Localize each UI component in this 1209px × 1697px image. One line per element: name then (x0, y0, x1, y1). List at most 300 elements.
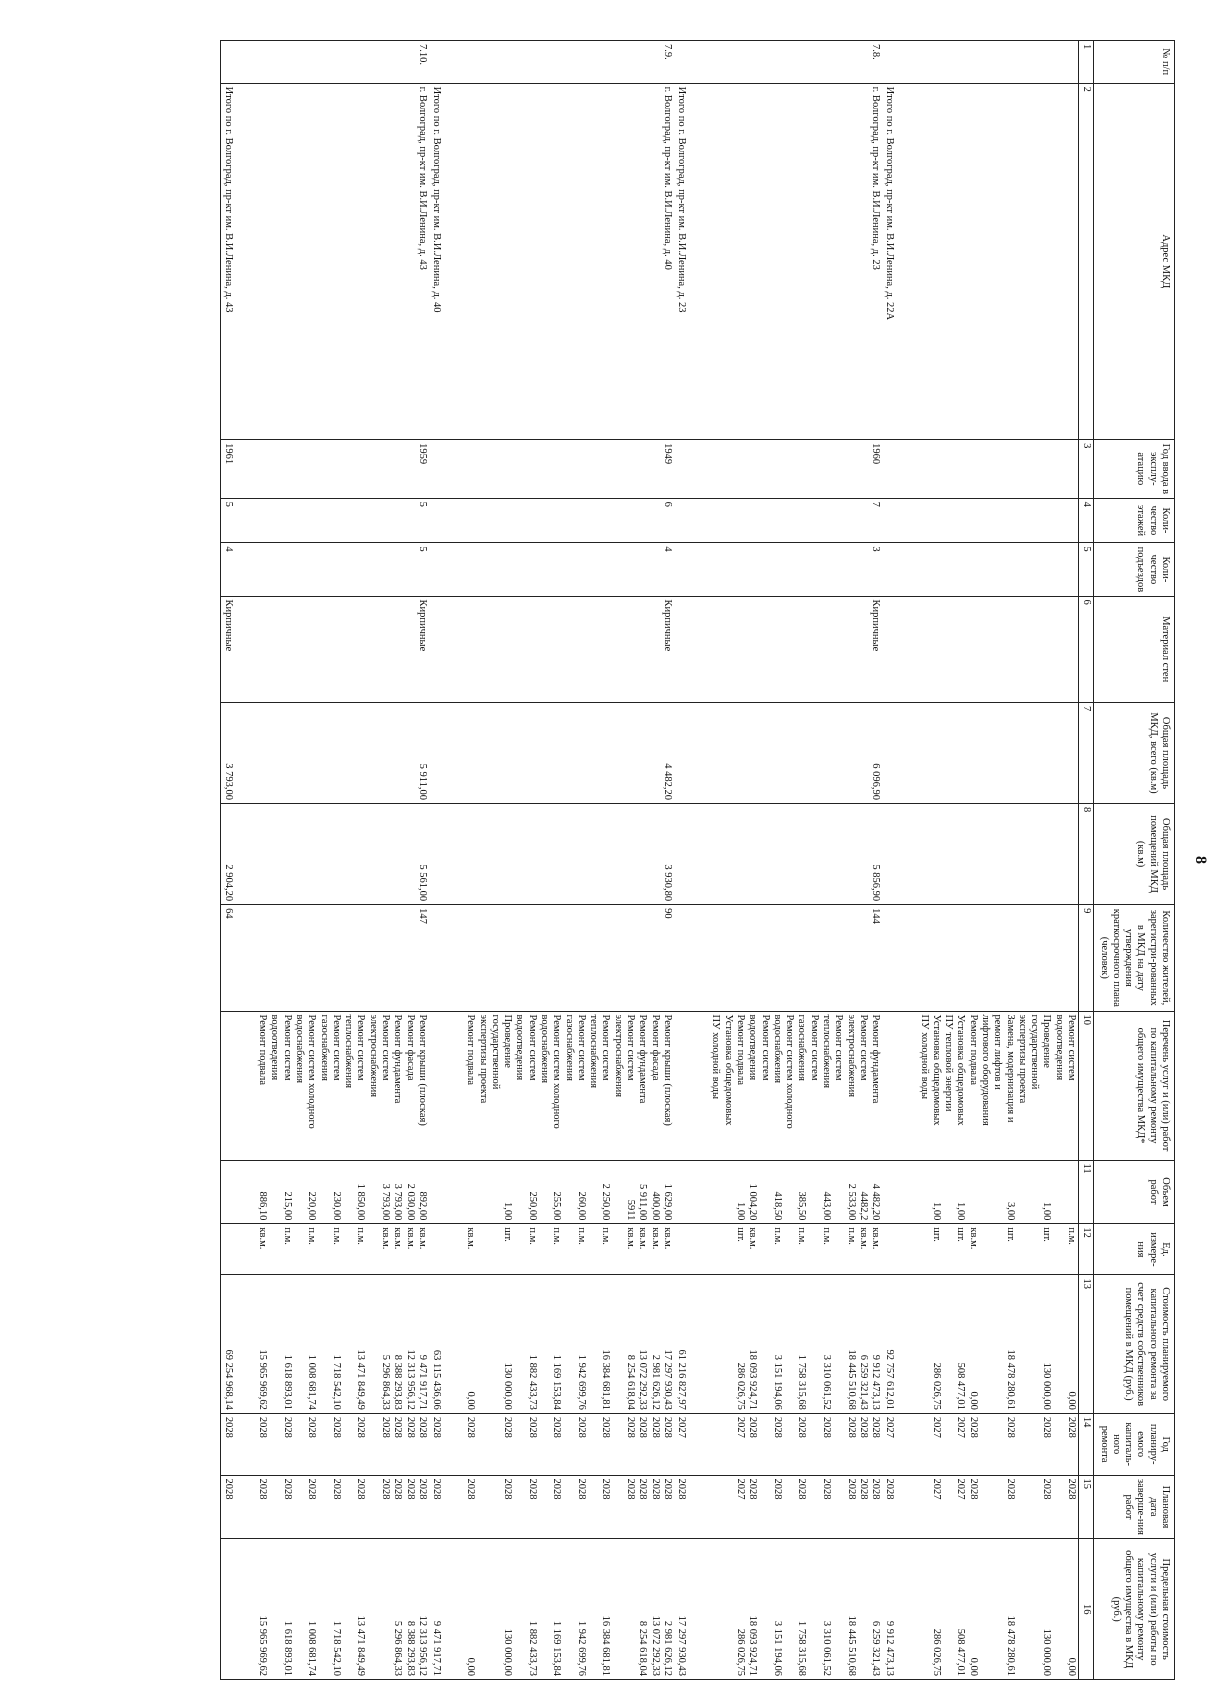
line-limit (513, 1542, 525, 1676)
line-vol: 3,00 (1004, 1202, 1016, 1221)
line-cost: 1 758 315,68 (796, 1354, 808, 1410)
line-y1 (991, 1417, 1003, 1472)
line-y2 (1052, 1479, 1064, 1536)
line-cost: 61 216 827,97 (676, 1349, 688, 1410)
line-limit: 18 445 510,68 (845, 1615, 857, 1676)
line-unit (832, 1227, 844, 1271)
line-limit (758, 1542, 770, 1676)
spacer-cell (688, 83, 708, 440)
line-y1: 2028 (306, 1416, 318, 1438)
line-works: Ремонт систем (808, 1014, 820, 1081)
line-cost: 1 169 153,84 (551, 1354, 563, 1410)
cell-mat (916, 596, 1078, 702)
line-unit: кв.м. (637, 1227, 649, 1250)
line-unit: п.м. (1066, 1227, 1078, 1245)
line-cost: 3 151 194,06 (771, 1354, 783, 1410)
line-cost: 1 718 542,10 (330, 1354, 342, 1410)
line-y1: 2028 (404, 1416, 416, 1438)
line-limit (489, 1542, 501, 1676)
line-y2: 2028 (502, 1478, 514, 1500)
line-y1: 2027 (930, 1416, 942, 1438)
cell-area: 4 482,20 (463, 702, 674, 803)
line-works: Ремонт крыши (плоская) (661, 1014, 673, 1126)
line-limit: 8 254 618,04 (637, 1620, 649, 1676)
line-y1: 2027 (955, 1416, 967, 1438)
spacer-row (443, 41, 463, 1680)
cell-addr: Итого по г. Волгоград, пр-кт им. В.И.Ленина, д. 22А (882, 83, 896, 440)
line-y1: 2028 (771, 1416, 783, 1438)
line-y2 (758, 1479, 770, 1536)
line-works: Ремонт систем (857, 1014, 869, 1081)
spacer-cell (443, 83, 463, 440)
line-y2: 2028 (661, 1478, 673, 1500)
line-vol (1016, 1164, 1028, 1221)
header-row (1094, 41, 1175, 1680)
line-cost (783, 1278, 795, 1409)
line-unit: п.м. (771, 1227, 783, 1245)
line-y1 (807, 1417, 819, 1472)
line-unit: кв.м. (857, 1227, 869, 1250)
line-y2: 2028 (257, 1478, 269, 1500)
line-unit: кв.м. (416, 1227, 428, 1250)
spacer-cell (235, 1475, 255, 1539)
line-limit: 13 471 849,49 (355, 1615, 367, 1676)
line-unit: п.м. (820, 1227, 832, 1245)
cell-unit (463, 1224, 674, 1275)
line-works: Ремонт систем (759, 1014, 771, 1081)
line-vol (366, 1164, 378, 1221)
line-limit: 2 981 626,12 (661, 1620, 673, 1676)
spacer-cell (688, 1413, 708, 1475)
line-unit (1052, 1227, 1064, 1271)
cell-works (916, 1011, 1078, 1160)
cell-mat (882, 596, 896, 702)
line-unit: п.м. (281, 1227, 293, 1245)
line-cost (721, 1278, 733, 1409)
line-limit (807, 1542, 819, 1676)
line-y2 (366, 1479, 378, 1536)
table-body (220, 41, 1078, 1680)
spacer-cell (235, 1413, 255, 1475)
line-y1: 2028 (1066, 1416, 1078, 1438)
cell-works (463, 1011, 674, 1160)
spacer-cell (896, 702, 916, 803)
column-number: 8 (1079, 804, 1094, 905)
line-y2: 2028 (465, 1478, 477, 1500)
spacer-cell (896, 1539, 916, 1680)
line-vol: 1 850,00 (355, 1183, 367, 1221)
spacer-cell (896, 543, 916, 596)
spacer-cell (896, 905, 916, 1011)
cell-living (916, 804, 1078, 905)
line-works: Ремонт систем холодного (551, 1014, 563, 1129)
line-unit (293, 1227, 305, 1271)
column-number: 16 (1079, 1539, 1094, 1680)
line-cost: 1 008 681,74 (306, 1354, 318, 1410)
line-unit (538, 1227, 550, 1271)
line-limit: 1 942 699,76 (575, 1620, 587, 1676)
cell-year: 1961 (220, 440, 235, 499)
cell-mat: Кирпичные (463, 596, 674, 702)
line-y2: 2028 (575, 1478, 587, 1500)
line-unit (783, 1227, 795, 1271)
cell-works (220, 1011, 235, 1160)
line-limit (624, 1542, 636, 1676)
cell-area: 6 096,90 (708, 702, 882, 803)
line-vol: 1 004,20 (747, 1183, 759, 1221)
line-y1: 2028 (355, 1416, 367, 1438)
line-works: Ремонт фасада (404, 1014, 416, 1081)
cell-living: 5 561,00 (255, 804, 429, 905)
cell-limit (708, 1539, 882, 1680)
header-cell: Объем работ (1094, 1160, 1175, 1224)
cell-year: 1960 (708, 440, 882, 499)
line-works: электроснабжения (845, 1014, 857, 1098)
line-vol: 892,00 (416, 1191, 428, 1221)
cell-mat: Кирпичные (255, 596, 429, 702)
line-y2: 2028 (281, 1478, 293, 1500)
cell-vol (220, 1160, 235, 1224)
line-y1: 2028 (600, 1416, 612, 1438)
line-y1: 2028 (1041, 1416, 1053, 1438)
cell-addr: г. Волгоград, пр-кт им. В.И.Ленина, д. 43 (255, 83, 429, 440)
line-unit: кв.м. (404, 1227, 416, 1250)
cell-y2 (882, 1475, 896, 1539)
spacer-cell (235, 702, 255, 803)
line-y2 (317, 1479, 329, 1536)
capital-repair-table (220, 40, 1175, 1680)
line-y2: 2027 (735, 1478, 746, 1500)
line-limit (709, 1542, 721, 1676)
line-vol (758, 1164, 770, 1221)
line-cost: 286 026,75 (930, 1362, 942, 1410)
line-y2: 2028 (431, 1478, 443, 1500)
line-vol: 385,50 (796, 1191, 808, 1221)
cell-people: 90 (463, 905, 674, 1011)
line-cost (342, 1278, 354, 1409)
line-works: теплоснабжения (820, 1014, 832, 1089)
line-unit: кв.м. (870, 1227, 882, 1250)
cell-entr (429, 543, 443, 596)
line-vol: 1,00 (955, 1202, 967, 1221)
line-cost: 13 072 292,33 (637, 1349, 649, 1410)
line-y2: 2028 (1041, 1478, 1053, 1500)
line-works: Ремонт систем холодного (306, 1014, 318, 1129)
table-row (220, 41, 235, 1680)
line-y2: 2028 (676, 1478, 688, 1500)
line-works: Ремонт систем (330, 1014, 342, 1081)
column-number: 14 (1079, 1413, 1094, 1475)
cell-year: 1949 (463, 440, 674, 499)
line-cost: 508 477,01 (955, 1362, 967, 1410)
line-y1: 2028 (330, 1416, 342, 1438)
spacer-cell (443, 804, 463, 905)
line-y2 (476, 1479, 488, 1536)
line-y1: 2028 (431, 1416, 443, 1438)
line-vol (293, 1164, 305, 1221)
cell-num (674, 41, 688, 84)
line-y1 (489, 1417, 501, 1472)
line-works: газоснабжения (796, 1014, 808, 1081)
spacer-cell (235, 83, 255, 440)
line-cost: 286 026,75 (735, 1362, 746, 1410)
column-number: 15 (1079, 1475, 1094, 1539)
line-works: ПУ тепловой энергии (943, 1014, 955, 1112)
line-vol (1052, 1164, 1064, 1221)
cell-people (882, 905, 896, 1011)
cell-people (429, 905, 443, 1011)
line-limit (611, 1542, 623, 1676)
line-y2: 2028 (1066, 1478, 1078, 1500)
line-cost: 13 471 849,49 (355, 1349, 367, 1410)
cell-floors: 5 (220, 498, 235, 543)
line-y2: 2028 (857, 1478, 869, 1500)
line-unit: шт. (735, 1227, 746, 1242)
line-y1 (758, 1417, 770, 1472)
line-works: Ремонт систем (625, 1014, 637, 1081)
cell-area (674, 702, 688, 803)
line-limit (562, 1542, 574, 1676)
line-cost (917, 1278, 929, 1409)
cell-unit (882, 1224, 896, 1275)
cell-vol (463, 1160, 674, 1224)
table-row (916, 41, 1078, 1680)
line-y1: 2028 (281, 1416, 293, 1438)
line-cost (807, 1278, 819, 1409)
line-y2 (342, 1479, 354, 1536)
line-works: государственной (489, 1014, 501, 1090)
line-cost: 18 478 280,61 (1004, 1349, 1016, 1410)
line-works: Ремонт подвала (735, 1014, 746, 1086)
line-vol: 443,00 (820, 1191, 832, 1221)
line-works: Ремонт систем (281, 1014, 293, 1081)
column-number: 13 (1079, 1275, 1094, 1413)
line-y1: 2027 (884, 1416, 896, 1438)
line-vol (342, 1164, 354, 1221)
cell-entr: 4 (220, 543, 235, 596)
cell-num (916, 41, 1078, 84)
line-unit (342, 1227, 354, 1271)
line-limit: 15 965 969,62 (257, 1615, 269, 1676)
line-y1 (979, 1417, 991, 1472)
line-cost (476, 1278, 488, 1409)
line-cost: 9 912 473,13 (870, 1354, 882, 1410)
cell-unit (255, 1224, 429, 1275)
line-vol: 3 793,00 (379, 1183, 391, 1221)
spacer-cell (443, 41, 463, 84)
line-vol: 250,00 (526, 1191, 538, 1221)
cell-y1 (220, 1413, 235, 1475)
line-vol: 230,00 (330, 1191, 342, 1221)
rotated-table-container (45, 40, 1209, 1680)
line-cost: 5 296 864,33 (379, 1354, 391, 1410)
line-unit: п.м. (306, 1227, 318, 1245)
header-cell: Плановая дата заверше-ния работ (1094, 1475, 1175, 1539)
cell-y2 (463, 1475, 674, 1539)
line-cost (942, 1278, 954, 1409)
line-works: водоснабжения (539, 1014, 551, 1084)
line-works: газоснабжения (563, 1014, 575, 1081)
spacer-cell (688, 804, 708, 905)
line-vol (476, 1164, 488, 1221)
line-cost (317, 1278, 329, 1409)
line-y1: 2028 (502, 1416, 514, 1438)
line-limit: 1 169 153,84 (551, 1620, 563, 1676)
line-limit (1052, 1542, 1064, 1676)
line-y1: 2028 (870, 1416, 882, 1438)
line-works: Ремонт фасада (649, 1014, 661, 1081)
cell-year: 1959 (255, 440, 429, 499)
cell-works (882, 1011, 896, 1160)
cell-num (882, 41, 896, 84)
spacer-cell (443, 440, 463, 499)
cell-addr (916, 83, 1078, 440)
line-works: электроснабжения (612, 1014, 624, 1098)
line-y1 (917, 1417, 929, 1472)
line-unit (366, 1227, 378, 1271)
spacer-cell (235, 1275, 255, 1413)
line-y1: 2028 (416, 1416, 428, 1438)
line-y1: 2028 (1004, 1416, 1016, 1438)
line-y2 (587, 1479, 599, 1536)
line-unit: кв.м. (625, 1227, 637, 1250)
cell-area: 5 911,00 (255, 702, 429, 803)
line-works: лифтового оборудования (980, 1014, 992, 1126)
line-limit: 12 313 956,12 (416, 1615, 428, 1676)
line-y2 (513, 1479, 525, 1536)
line-works: экспертизы проекта (477, 1014, 489, 1104)
header-cell: № п/п (1094, 41, 1175, 84)
cell-vol (255, 1160, 429, 1224)
line-cost: 15 965 969,62 (257, 1349, 269, 1410)
spacer-row (688, 41, 708, 1680)
line-limit: 13 072 292,33 (649, 1615, 661, 1676)
line-limit (476, 1542, 488, 1676)
line-cost (991, 1278, 1003, 1409)
spacer-cell (443, 596, 463, 702)
line-y1 (476, 1417, 488, 1472)
spacer-cell (896, 804, 916, 905)
line-vol (807, 1164, 819, 1221)
spacer-cell (688, 1011, 708, 1160)
spacer-cell (443, 1475, 463, 1539)
spacer-cell (688, 1160, 708, 1224)
line-limit: 0,00 (967, 1657, 979, 1676)
line-unit (758, 1227, 770, 1271)
line-limit: 0,00 (465, 1657, 477, 1676)
cell-living: 5 856,90 (708, 804, 882, 905)
line-vol (991, 1164, 1003, 1221)
cell-area: 3 793,00 (220, 702, 235, 803)
line-cost (758, 1278, 770, 1409)
line-unit: шт. (1041, 1227, 1053, 1242)
spacer-cell (443, 1539, 463, 1680)
line-limit: 17 297 930,43 (676, 1615, 688, 1676)
line-unit (991, 1227, 1003, 1271)
line-y2 (832, 1479, 844, 1536)
line-y2 (942, 1479, 954, 1536)
table-row (674, 41, 688, 1680)
line-works: водоотведения (269, 1014, 281, 1081)
line-cost: 69 254 968,14 (222, 1349, 234, 1410)
line-y2 (293, 1479, 305, 1536)
line-vol: 1,00 (502, 1202, 514, 1221)
line-cost (1028, 1278, 1040, 1409)
spacer-cell (443, 1275, 463, 1413)
line-limit: 130 000,00 (502, 1628, 514, 1676)
line-vol: 418,50 (771, 1191, 783, 1221)
line-limit: 3 151 194,06 (771, 1620, 783, 1676)
header-cell: Общая площадь МКД, всего (кв.м) (1094, 702, 1175, 803)
cell-y1 (882, 1413, 896, 1475)
line-limit: 8 388 293,83 (404, 1620, 416, 1676)
line-cost (979, 1278, 991, 1409)
column-number: 5 (1079, 543, 1094, 596)
cell-people: 144 (708, 905, 882, 1011)
cell-works (708, 1011, 882, 1160)
line-limit (917, 1542, 929, 1676)
line-y1 (317, 1417, 329, 1472)
line-vol (979, 1164, 991, 1221)
line-y2 (268, 1479, 280, 1536)
line-cost: 92 757 612,01 (884, 1349, 896, 1410)
line-limit (538, 1542, 550, 1676)
cell-cost (463, 1275, 674, 1413)
line-works: Проведение (502, 1014, 514, 1068)
cell-unit (429, 1224, 443, 1275)
line-unit: п.м. (526, 1227, 538, 1245)
line-limit (1028, 1542, 1040, 1676)
line-cost (1052, 1278, 1064, 1409)
spacer-cell (235, 543, 255, 596)
line-unit: кв.м. (747, 1227, 759, 1250)
line-cost: 130 000,00 (1041, 1362, 1053, 1410)
cell-mat (429, 596, 443, 702)
line-unit: п.м. (330, 1227, 342, 1245)
line-y2: 2028 (845, 1478, 857, 1500)
cell-y1 (916, 1413, 1078, 1475)
cell-entr (674, 543, 688, 596)
line-cost: 17 297 930,43 (661, 1349, 673, 1410)
line-y1 (538, 1417, 550, 1472)
line-limit (942, 1542, 954, 1676)
line-y1: 2028 (845, 1416, 857, 1438)
cell-year (674, 440, 688, 499)
line-y2: 2028 (355, 1478, 367, 1500)
line-vol: 4482,2 (857, 1191, 869, 1221)
line-y1 (1052, 1417, 1064, 1472)
spacer-cell (443, 543, 463, 596)
header-cell: Год ввода в эксплу-атацию (1094, 440, 1175, 499)
header-cell: Материал стен (1094, 596, 1175, 702)
spacer-row (896, 41, 916, 1680)
line-limit (379, 1542, 391, 1676)
line-limit (293, 1542, 305, 1676)
line-limit: 286 026,75 (735, 1628, 746, 1676)
line-y1 (611, 1417, 623, 1472)
line-y1 (268, 1417, 280, 1472)
line-y1: 2028 (649, 1416, 661, 1438)
line-works: Ремонт систем (600, 1014, 612, 1081)
line-works: Ремонт систем (575, 1014, 587, 1081)
line-y2 (611, 1479, 623, 1536)
cell-living: 3 930,80 (463, 804, 674, 905)
line-limit: 9 912 473,13 (884, 1620, 896, 1676)
line-y2 (709, 1479, 721, 1536)
line-vol (587, 1164, 599, 1221)
cell-entr (916, 543, 1078, 596)
spacer-cell (688, 498, 708, 543)
